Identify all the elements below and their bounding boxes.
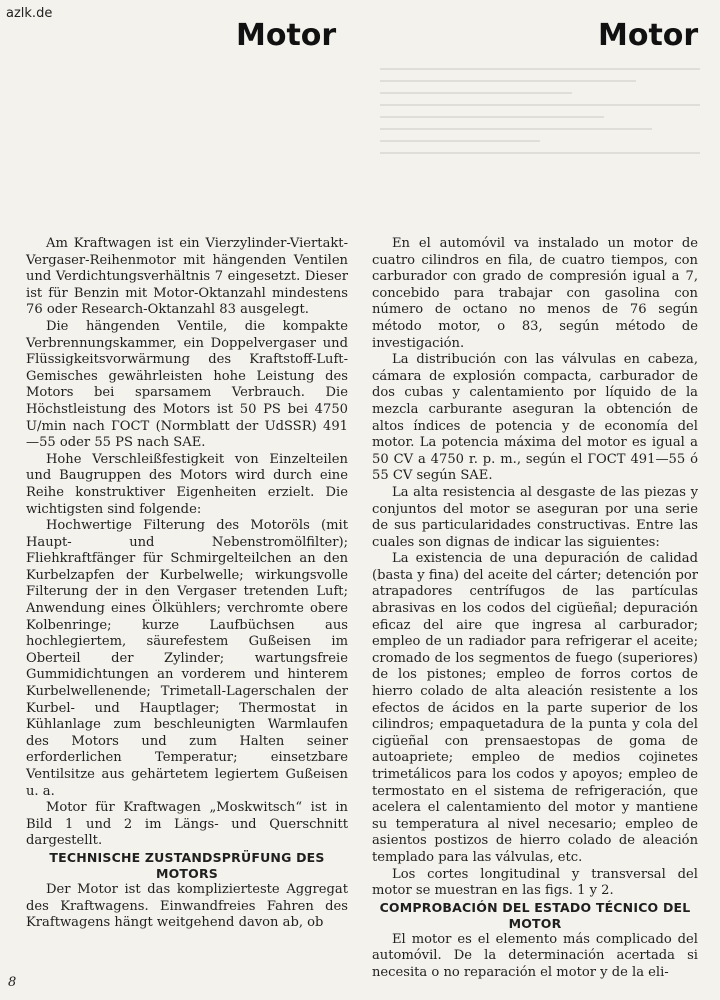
spanish-column <box>372 236 698 982</box>
german-paragraph-4: Hochwertige Filterung des Motoröls (mit Haupt- und Nebenstromölfilter); Fliehkraftfänger für Schmirgelteilchen an den Kurbelzapfen der Kurbelwelle; wirkungsvolle Filterung der in den Vergaser tretenden Luft; Anwendung eines Ölkühlers; verchromte obere Kolbenringe; kurze Laufbüchsen aus hochlegiertem, säurefestem Gußeisen im Oberteil der Zylinder; wartungsfreie Gummidichtungen an vorderem und hinterem Kurbelwellenende; Trimetall-Lagerschalen der Kurbel- und Hauptlager; Thermostat in Kühlanlage zum beschleunigten Warmlaufen des Motors und zum Halten seiner erforderlichen Temperatur; einsetzbare Ventilsitze aus gehärtetem legiertem Gußeisen u. a. <box>26 518 348 799</box>
german-paragraph-3: Hohe Verschleißfestigkeit von Einzelteilen und Baugruppen des Motors wird durch eine Reihe konstruktiver Eigenheiten erzielt. Die wichtigsten sind folgende: <box>26 451 348 517</box>
spanish-paragraph-4: La existencia de una depuración de calidad (basta y fina) del aceite del cárter; detención por atrapadores centrífugos de las partículas abrasivas en los codos del cigüeñal; depuración eficaz del aire que ingresa al carburador; empleo de un radiador para refrigerar el aceite; cromado de los segmentos de fuego (superiores) de los pistones; empleo de forros cortos de hierro colado de alta aleación resistente a los efectos de ácidos en la parte superior de los cilindros; empaquetadura de la punta y cola del cigüeñal con prensaestopas de goma de autoapriete; empleo de medios cojinetes trimetálicos para los codos y apoyos; empleo de termostato en el sistema de refrigeración, que acelera el calentamiento del motor y mantiene su temperatura al nivel necesario; empleo de asientos postizos de hierro colado de aleación templado para las válvulas, etc. <box>372 551 698 865</box>
spanish-paragraph-1: En el automóvil va instalado un motor de cuatro cilindros en fila, de cuatro tiempos, con carburador con grado de compresión igual a 7, concebido para trabajar con gasolina con número de octano no menos de 76 según método motor, o 83, según método de investigación. <box>372 236 698 351</box>
german-section-paragraph: Der Motor ist das komplizierteste Aggregat des Kraftwagens. Einwandfreies Fahren des Kraftwagens hängt weitgehend davon ab, ob <box>26 881 348 931</box>
german-paragraph-5: Motor für Kraftwagen „Moskwitsch“ ist in Bild 1 und 2 im Längs- und Querschnitt dargestellt. <box>26 800 348 849</box>
spanish-paragraph-2: La distribución con las válvulas en cabeza, cámara de explosión compacta, carburador de dos cubas y calentamiento por líquido de la mezcla carburante aseguran la obtención de altos índices de potencia y de economía del motor. La potencia máxima del motor es igual a 50 CV a 4750 r. p. m., según el ГОСТ 491—55 ó 55 CV según SAE. <box>372 352 698 484</box>
watermark-text: azlk.de <box>6 6 53 21</box>
header-title-left: Motor <box>236 18 337 53</box>
german-paragraph-1: Am Kraftwagen ist ein Vierzylinder-Viertakt-Vergaser-Reihenmotor mit hängenden Ventilen und Verdichtungsverhältnis 7 eingesetzt. Dieser ist für Benzin mit Motor-Oktanzahl mindestens 76 oder Research-Oktanzahl 83 ausgelegt. <box>26 236 348 318</box>
spanish-paragraph-5: Los cortes longitudinal y transversal del motor se muestran en las figs. 1 y 2. <box>372 866 698 899</box>
bleed-through-texture <box>380 58 700 208</box>
german-section-title: TECHNISCHE ZUSTANDSPRÜFUNG DES MOTORS <box>49 849 325 881</box>
spanish-section-title: COMPROBACIÓN DEL ESTADO TÉCNICO DEL MOTOR <box>379 899 691 931</box>
header-title-right: Motor <box>598 18 699 53</box>
german-paragraph-2: Die hängenden Ventile, die kompakte Verbrennungskammer, ein Doppelvergaser und Flüssigkeitsvorwärmung des Kraftstoff-Luft-Gemisches gewährleisten hohe Leistung des Motors bei sparsamem Verbrauch. Die Höchstleistung des Motors ist 50 PS bei 4750 U/min nach ГОСТ (Normblatt der UdSSR) 491—55 oder 55 PS nach SAE. <box>26 318 348 451</box>
page-number: 8 <box>8 975 17 990</box>
spanish-paragraph-3: La alta resistencia al desgaste de las piezas y conjuntos del motor se aseguran por una serie de sus particularidades constructivas. Entre las cuales son dignas de indicar las siguientes: <box>372 484 698 550</box>
spanish-section-paragraph: El motor es el elemento más complicado del automóvil. De la determinación acertada si necesita o no reparación el motor y de la eli- <box>372 931 698 980</box>
german-column <box>26 236 348 932</box>
